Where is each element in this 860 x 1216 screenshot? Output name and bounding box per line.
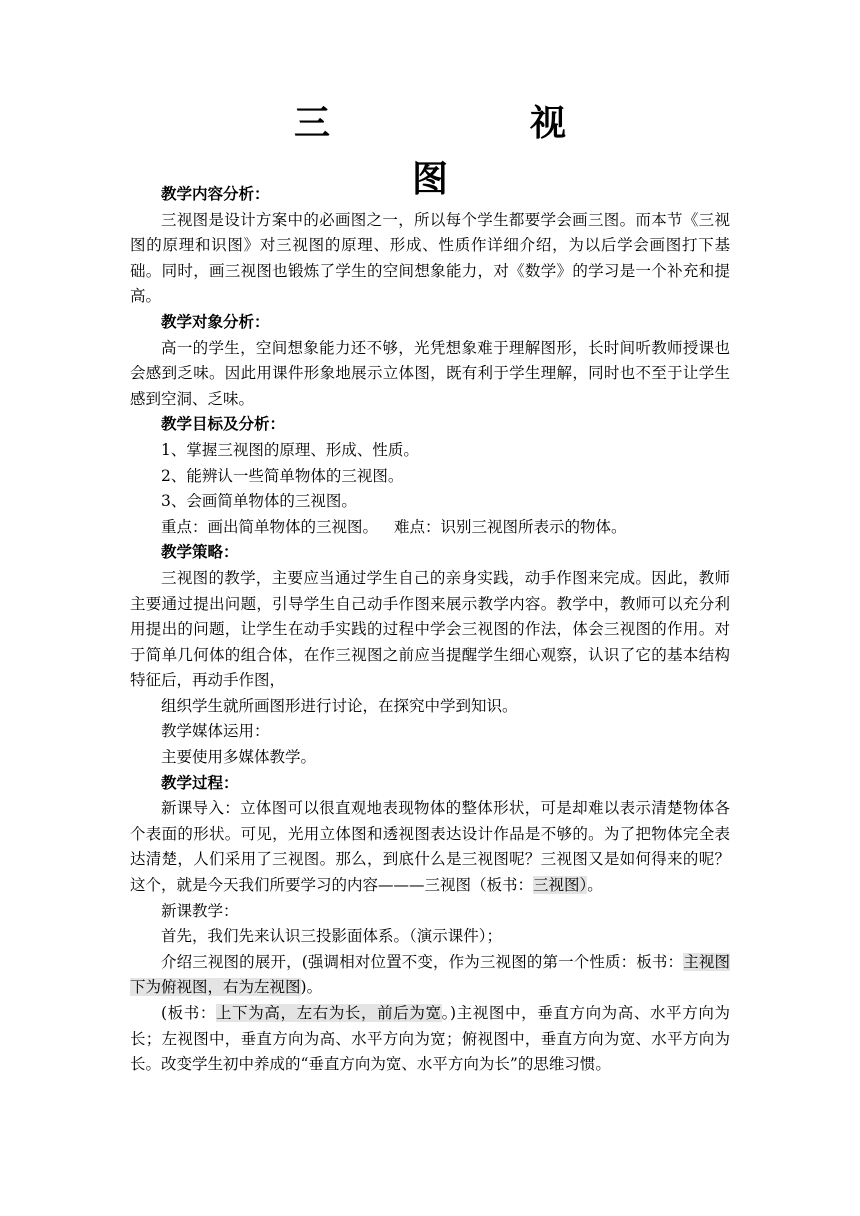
key-difficulty-line (130, 515, 730, 541)
board-prefix: (板书： (161, 1004, 217, 1022)
process-heading: 教学过程： (161, 773, 239, 792)
content-analysis-text: 三视图是设计方案中的必画图之一，所以每个学生都要学会画三图。而本节《三视图的原理和识图》对三视图的原理、形成、性质作详细介绍，为以后学会画图打下基础。同时，画三视图也锻炼了学生的空间想象能力，对《数学》的学习是一个补充和提高。 (130, 210, 730, 306)
media-heading: 教学媒体运用： (161, 722, 270, 741)
unfold-text-end: )。 (300, 978, 323, 997)
key-point: 重点：画出简单物体的三视图。 (161, 517, 379, 536)
strategy-heading: 教学策略： (161, 543, 239, 562)
strategy-text: 三视图的教学，主要应当通过学生自己的亲身实践，动手作图来完成。因此，教师主要通过提出问题，引导学生自己动手作图来展示教学内容。教学中，教师可以充分利用提出的问题，让学生在动手实践的过程中学会三视图的作法，体会三视图的作用。对于简单几何体的组合体，在作三视图之前应当提醒学生细心观察，认识了它的基本结构特征后，再动手作图， (130, 568, 730, 690)
board-paragraph (130, 1001, 730, 1078)
unfold-text: 介绍三视图的展开，(强调相对位置不变，作为三视图的第一个性质：板书： (161, 952, 684, 971)
goal-item-1: 1、掌握三视图的原理、形成、性质。 (161, 440, 419, 459)
goal-heading: 教学目标及分析： (161, 415, 286, 434)
goal-item-2: 2、能辨认一些简单物体的三视图。 (161, 466, 404, 485)
intro-text-end: 。 (587, 876, 603, 895)
difficulty-point: 难点：识别三视图所表示的物体。 (394, 517, 627, 536)
first-step-text: 首先，我们先来认识三投影面体系。（演示课件）； (161, 927, 503, 946)
intro-text: 新课导入：立体图可以很直观地表现物体的整体形状，可是却难以表示清楚物体各个表面的形状。可见，光用立体图和透视图表达设计作品是不够的。为了把物体完全表达清楚，人们采用了三视图。那么，到底什么是三视图呢？三视图又是如何得来的呢？这个，就是今天我们所要学习的内容———三视图（板书： (130, 799, 730, 895)
object-analysis-text: 高一的学生，空间想象能力还不够，光凭想象难于理解图形，长时间听教师授课也会感到乏味。因此用课件形象地展示立体图，既有利于学生理解，同时也不至于让学生感到空洞、乏味。 (130, 338, 730, 408)
board-text: 。)主视图中，垂直方向为高、水平方向为长；左视图中，垂直方向为高、水平方向为宽；俯视图中，垂直方向为宽、水平方向为长。改变学生初中养成的“垂直方向为宽、水平方向为长”的思维习惯。 (130, 1004, 730, 1074)
media-text: 主要使用多媒体教学。 (161, 748, 317, 767)
new-lesson-heading: 新课教学： (161, 901, 239, 920)
unfold-highlight: 主视图下为俯视图，右为左视图 (130, 952, 730, 997)
intro-paragraph (130, 796, 730, 898)
document-page (130, 96, 767, 1078)
goal-item-3: 3、会画简单物体的三视图。 (161, 492, 357, 511)
object-analysis-heading: 教学对象分析： (161, 312, 270, 331)
unfold-paragraph (130, 950, 730, 1001)
strategy-text-2: 组织学生就所画图形进行讨论，在探究中学到知识。 (161, 696, 518, 715)
board-highlight: 上下为高，左右为长，前后为宽 (216, 1004, 442, 1022)
page-title: 三 视 图 (293, 103, 767, 200)
content-analysis-heading: 教学内容分析： (161, 185, 270, 203)
intro-highlight: 三视图） (533, 876, 588, 895)
